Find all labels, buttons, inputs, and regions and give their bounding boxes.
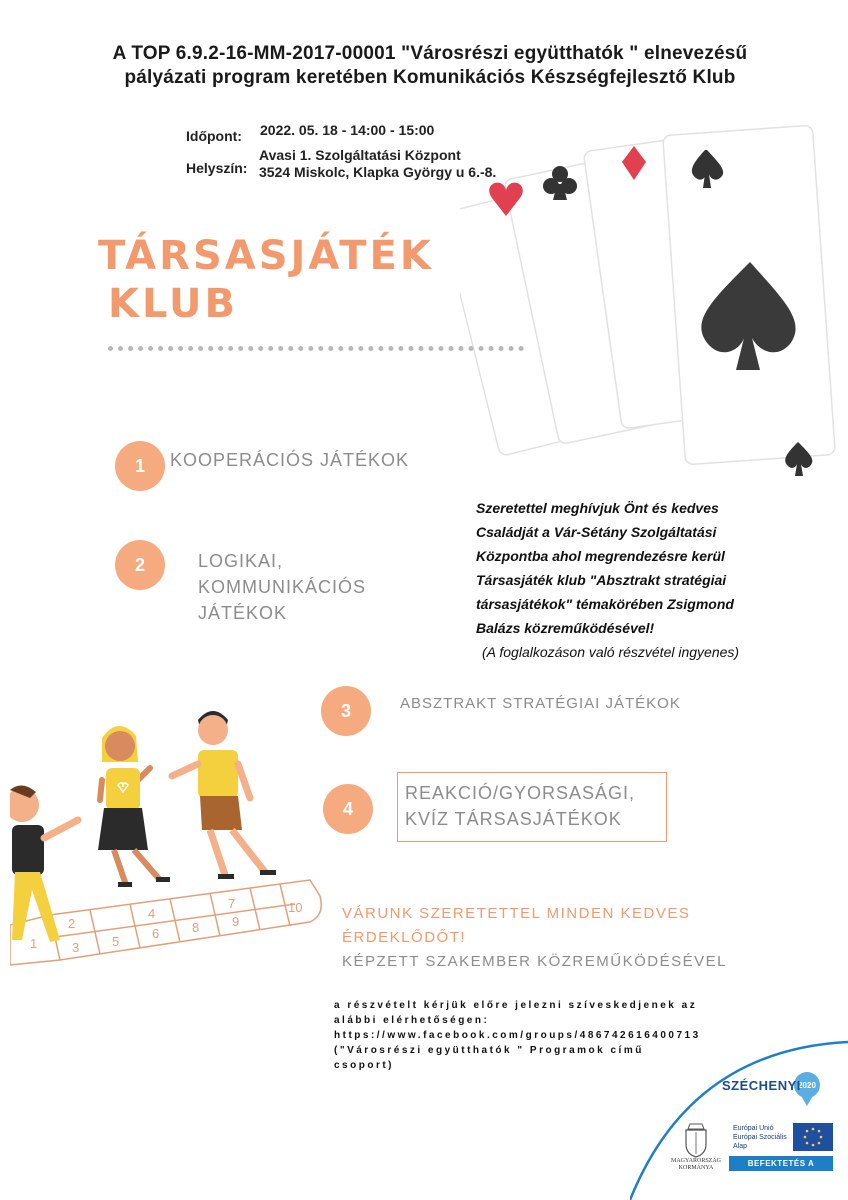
- hopscotch-number: 2: [68, 916, 76, 931]
- header: [40, 42, 820, 90]
- welcome-line-2: ÉRDEKLŐDŐT!: [342, 929, 467, 946]
- title-line-2: KLUB: [108, 281, 239, 327]
- hopscotch-number: 3: [72, 940, 80, 955]
- hopscotch-number: 4: [148, 906, 156, 921]
- contact-line: csoport): [334, 1060, 394, 1071]
- item-4-line: REAKCIÓ/GYORSASÁGI,: [405, 783, 636, 803]
- welcome-text: [342, 902, 727, 974]
- item-2-line: LOGIKAI,: [198, 551, 284, 571]
- children-hopscotch-illustration: [10, 690, 340, 980]
- item-2-line: JÁTÉKOK: [198, 603, 288, 623]
- header-line-1: A TOP 6.9.2-16-MM-2017-00001 "Városrészi együtthatók " elnevezésű: [112, 43, 748, 64]
- header-line-2: pályázati program keretében Komunikációs Készségfejlesztő Klub: [124, 67, 736, 88]
- item-4-label: [405, 780, 635, 832]
- invitation-line: Szeretettel meghívjuk Önt és kedves: [476, 500, 719, 516]
- invitation-text: [476, 496, 806, 664]
- szechenyi-year: 2020: [798, 1081, 816, 1090]
- item-1-number: 1: [115, 441, 165, 491]
- eu-flag-icon: [793, 1123, 833, 1151]
- eu-text: [733, 1124, 787, 1151]
- date-value: 2022. 05. 18 - 14:00 - 15:00: [260, 122, 435, 138]
- eu-line-1: Európai Unió: [733, 1125, 774, 1132]
- eu-line-2: Európai Szociális: [733, 1134, 787, 1141]
- eu-line-3: Alap: [733, 1143, 748, 1150]
- date-label: Időpont:: [186, 128, 242, 144]
- government-text: [668, 1158, 724, 1172]
- welcome-line-3: KÉPZETT SZAKEMBER KÖZREMŰKÖDÉSÉVEL: [342, 953, 727, 970]
- welcome-line-1: VÁRUNK SZERETETTEL MINDEN KEDVES: [342, 905, 691, 922]
- child-girl: [98, 726, 170, 887]
- invitation-line: Központba ahol megrendezésre kerül: [476, 548, 725, 564]
- hopscotch-number: 7: [228, 896, 236, 911]
- item-3-label: [400, 691, 681, 717]
- contact-line: a részvételt kérjük előre jelezni szíveskedjenek az: [334, 1000, 698, 1011]
- hopscotch-number: 1: [30, 936, 38, 951]
- government-line-2: KORMÁNYA: [678, 1165, 714, 1171]
- item-3-number: 3: [321, 686, 371, 736]
- title-line-1: TÁRSASJÁTÉK: [98, 233, 434, 279]
- item-1-line: KOOPERÁCIÓS JÁTÉKOK: [170, 450, 410, 470]
- szechenyi-logo: SZÉCHENYI: [722, 1078, 801, 1093]
- coat-of-arms-icon: [682, 1120, 710, 1158]
- hopscotch-number: 6: [152, 926, 160, 941]
- item-4-number: 4: [323, 784, 373, 834]
- facebook-link[interactable]: https://www.facebook.com/groups/486742616400713: [334, 1030, 701, 1041]
- dotted-divider: [108, 346, 524, 351]
- item-1-label: [170, 447, 409, 473]
- invitation-line: Családját a Vár-Sétány Szolgáltatási: [476, 524, 717, 540]
- hopscotch-number: 9: [232, 914, 240, 929]
- item-2-line: KOMMUNIKÁCIÓS: [198, 577, 367, 597]
- place-label: Helyszín:: [186, 160, 248, 176]
- contact-line: alábbi elérhetőségen:: [334, 1015, 490, 1026]
- child-boy: [172, 711, 276, 879]
- item-4-line: KVÍZ TÁRSASJÁTÉKOK: [405, 809, 622, 829]
- hopscotch-number: 10: [288, 900, 303, 915]
- eu-banner: BEFEKTETÉS A JÖVŐBE: [729, 1156, 833, 1171]
- playing-cards-illustration: [460, 112, 840, 492]
- invitation-line: Balázs közreműködésével!: [476, 620, 655, 636]
- hopscotch-number: 8: [192, 920, 200, 935]
- club-title: [98, 232, 434, 328]
- hopscotch-number: 5: [112, 934, 120, 949]
- item-3-line: ABSZTRAKT STRATÉGIAI JÁTÉKOK: [400, 695, 681, 712]
- place-line-1: Avasi 1. Szolgáltatási Központ: [259, 147, 461, 163]
- contact-line: ("Városrészi együtthatók " Programok című: [334, 1045, 644, 1056]
- invitation-line: Társasjáték klub "Absztrakt stratégiai: [476, 572, 727, 588]
- invitation-line: társasjátékok" témakörében Zsigmond: [476, 596, 734, 612]
- hopscotch-grid: [10, 880, 321, 965]
- logo-arc: [630, 1030, 848, 1200]
- item-2-label: [198, 548, 366, 626]
- item-2-number: 2: [115, 540, 165, 590]
- government-line-1: MAGYARORSZÁG: [670, 1158, 721, 1164]
- invitation-note: (A foglalkozáson való részvétel ingyenes): [482, 644, 740, 660]
- place-line-2: 3524 Miskolc, Klapka György u 6.-8.: [259, 164, 497, 180]
